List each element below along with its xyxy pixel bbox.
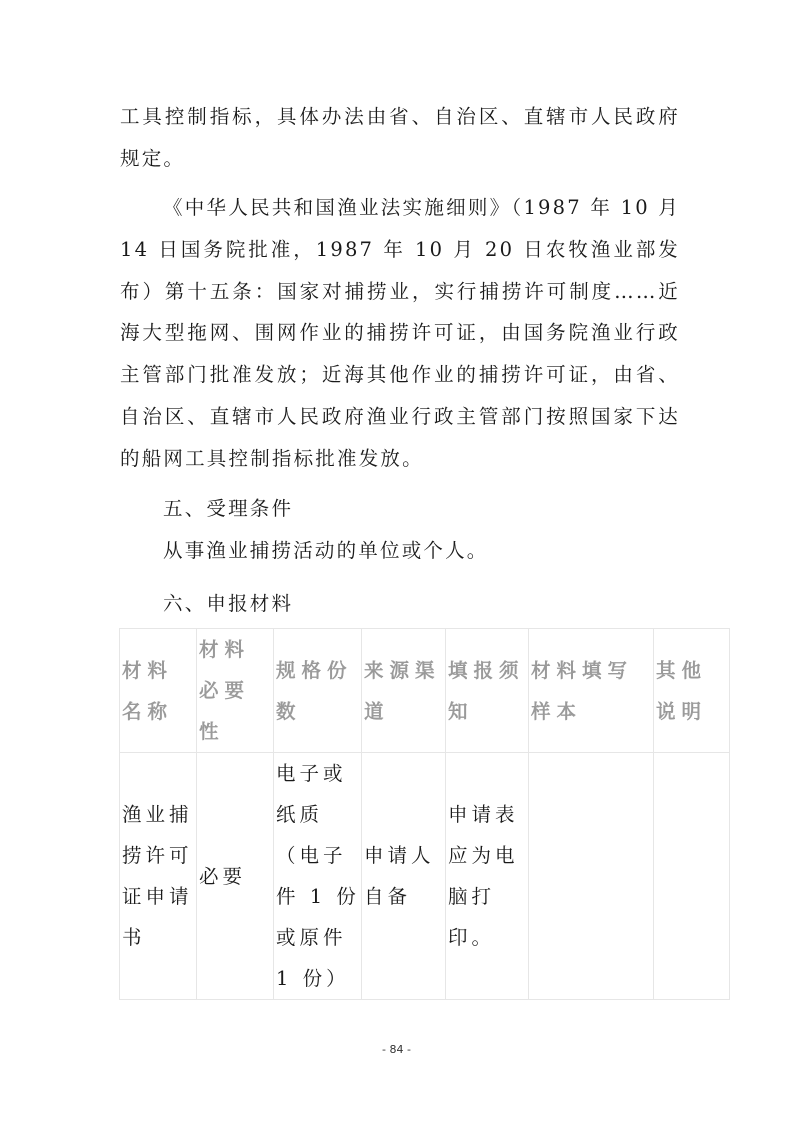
page-number: - 84 - — [382, 1043, 411, 1056]
header-other-notes: 其他说明 — [654, 629, 730, 753]
paragraph-regulation: 《中华人民共和国渔业法实施细则》（1987 年 10 月 14 日国务院批准，1987 年 10 月 20 日农牧渔业部发布）第十五条：国家对捕捞业，实行捕捞许可制度……近海大型拖网、围网作业的捕捞许可证，由国务院渔业行政主管部门批准发放；近海其他作业的捕捞许可证，由省、自治区、直辖市人民政府渔业行政主管部门按照国家下达的船网工具控制指标批准发放。 — [120, 196, 680, 470]
cell-filling-notes: 申请表应为电脑打印。 — [446, 753, 529, 1000]
header-spec-copies: 规格份数 — [274, 629, 362, 753]
materials-table — [119, 628, 730, 1000]
cell-other-notes — [654, 753, 730, 1000]
cell-source: 申请人自备 — [362, 753, 446, 1000]
header-source: 来源渠道 — [362, 629, 446, 753]
section-heading-conditions: 五、受理条件 — [163, 497, 294, 520]
header-necessity: 材料必要性 — [197, 629, 274, 753]
table-header-row — [120, 629, 730, 753]
header-filling-notes: 填报须知 — [446, 629, 529, 753]
cell-material-name: 渔业捕捞许可证申请书 — [120, 753, 197, 1000]
header-material-name: 材料名称 — [120, 629, 197, 753]
table-row — [120, 753, 730, 1000]
paragraph-continuation: 工具控制指标，具体办法由省、自治区、直辖市人民政府规定。 — [120, 105, 680, 170]
header-sample: 材料填写样本 — [529, 629, 654, 753]
cell-sample — [529, 753, 654, 1000]
cell-spec-copies: 电子或纸质（电子件 1 份或原件 1 份） — [274, 753, 362, 1000]
cell-necessity: 必要 — [197, 753, 274, 1000]
paragraph-conditions: 从事渔业捕捞活动的单位或个人。 — [163, 539, 489, 562]
section-heading-materials: 六、申报材料 — [163, 592, 294, 615]
